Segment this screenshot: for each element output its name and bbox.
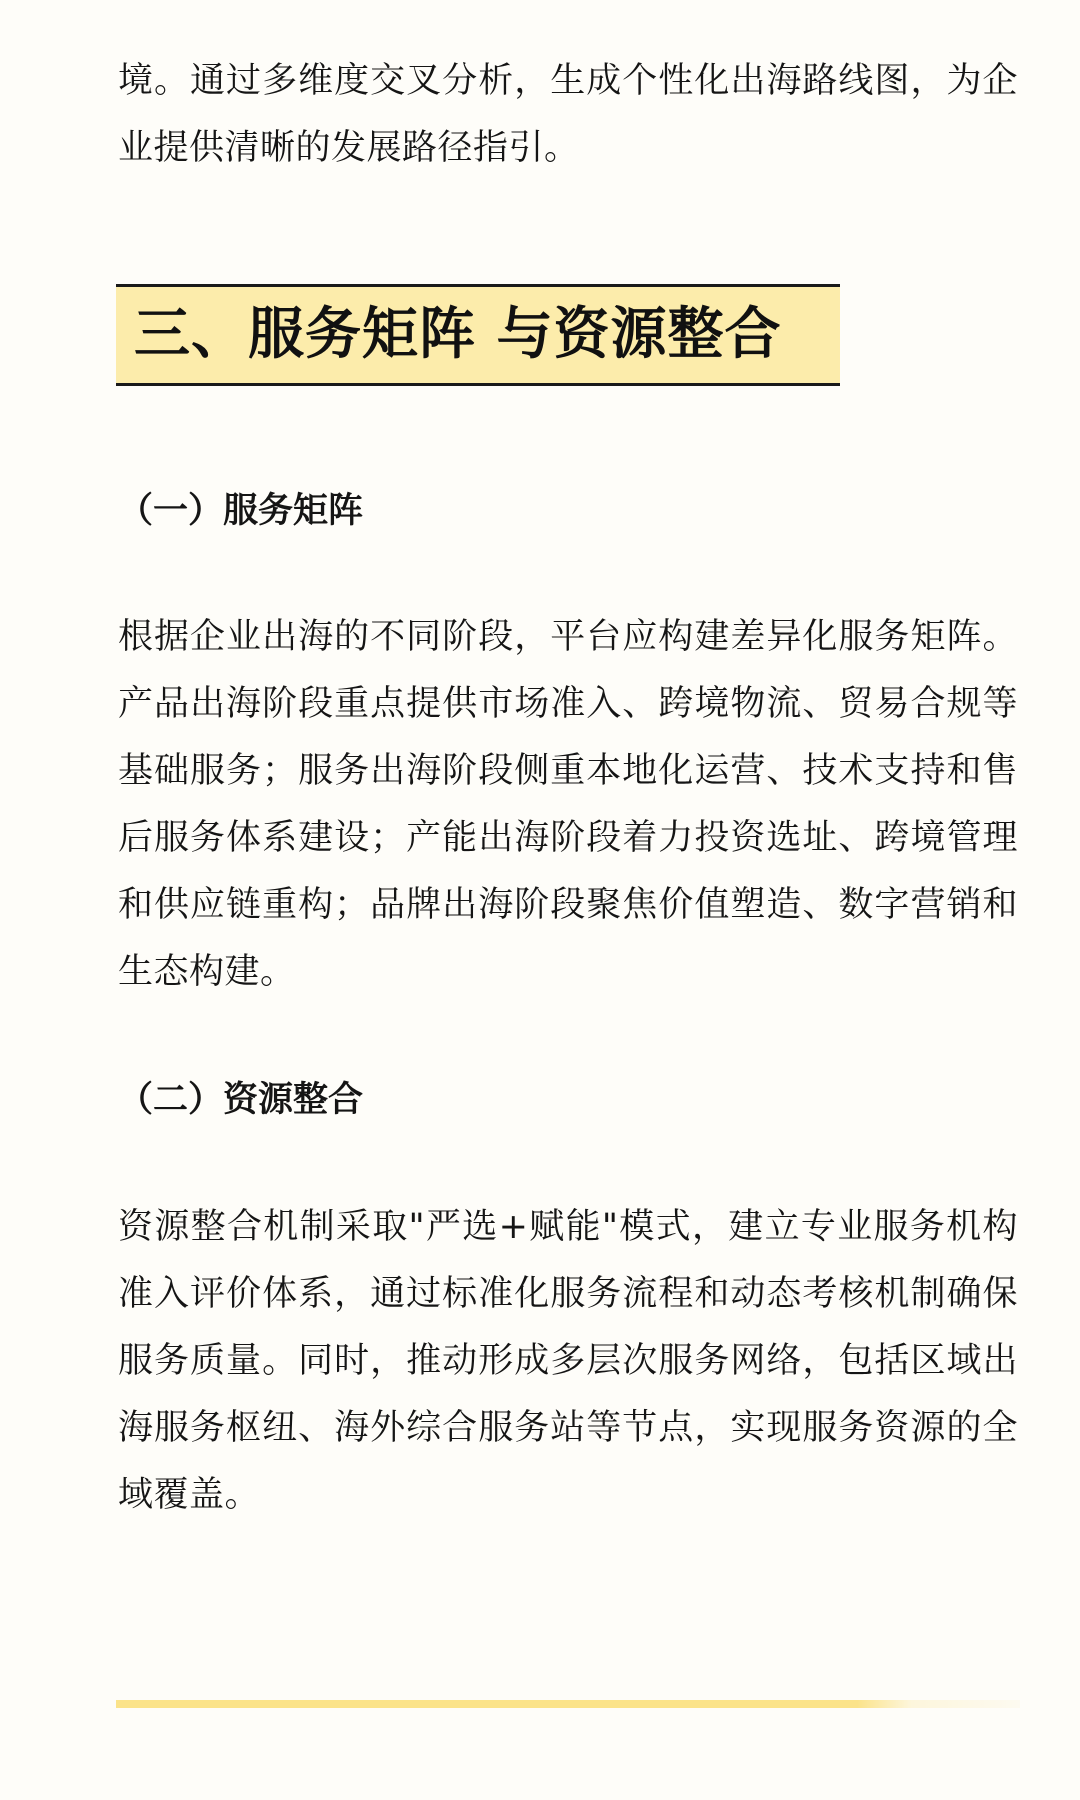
bottom-divider	[116, 1700, 1020, 1708]
intro-paragraph: 境。通过多维度交叉分析，生成个性化出海路线图，为企业提供清晰的发展路径指引。	[118, 61, 1018, 168]
section-title: 三、服务矩阵 与资源整合	[134, 302, 782, 367]
service-matrix-paragraph: 根据企业出海的不同阶段，平台应构建差异化服务矩阵。产品出海阶段重点提供市场准入、跨境物流、贸易合规等基础服务；服务出海阶段侧重本地化运营、技术支持和售后服务体系建设；产能出海阶段着力投资选址、跨境管理和供应链重构；品牌出海阶段聚焦价值塑造、数字营销和生态构建。	[118, 617, 1018, 992]
section-title-banner	[116, 284, 840, 386]
resource-integration-paragraph: 资源整合机制采取"严选+赋能"模式，建立专业服务机构准入评价体系，通过标准化服务流程和动态考核机制确保服务质量。同时，推动形成多层次服务网络，包括区域出海服务枢纽、海外综合服务站等节点，实现服务资源的全域覆盖。	[118, 1207, 1018, 1515]
subsection-heading-resource-integration: （二）资源整合	[118, 1080, 364, 1120]
subsection-heading-service-matrix: （一）服务矩阵	[118, 491, 364, 531]
